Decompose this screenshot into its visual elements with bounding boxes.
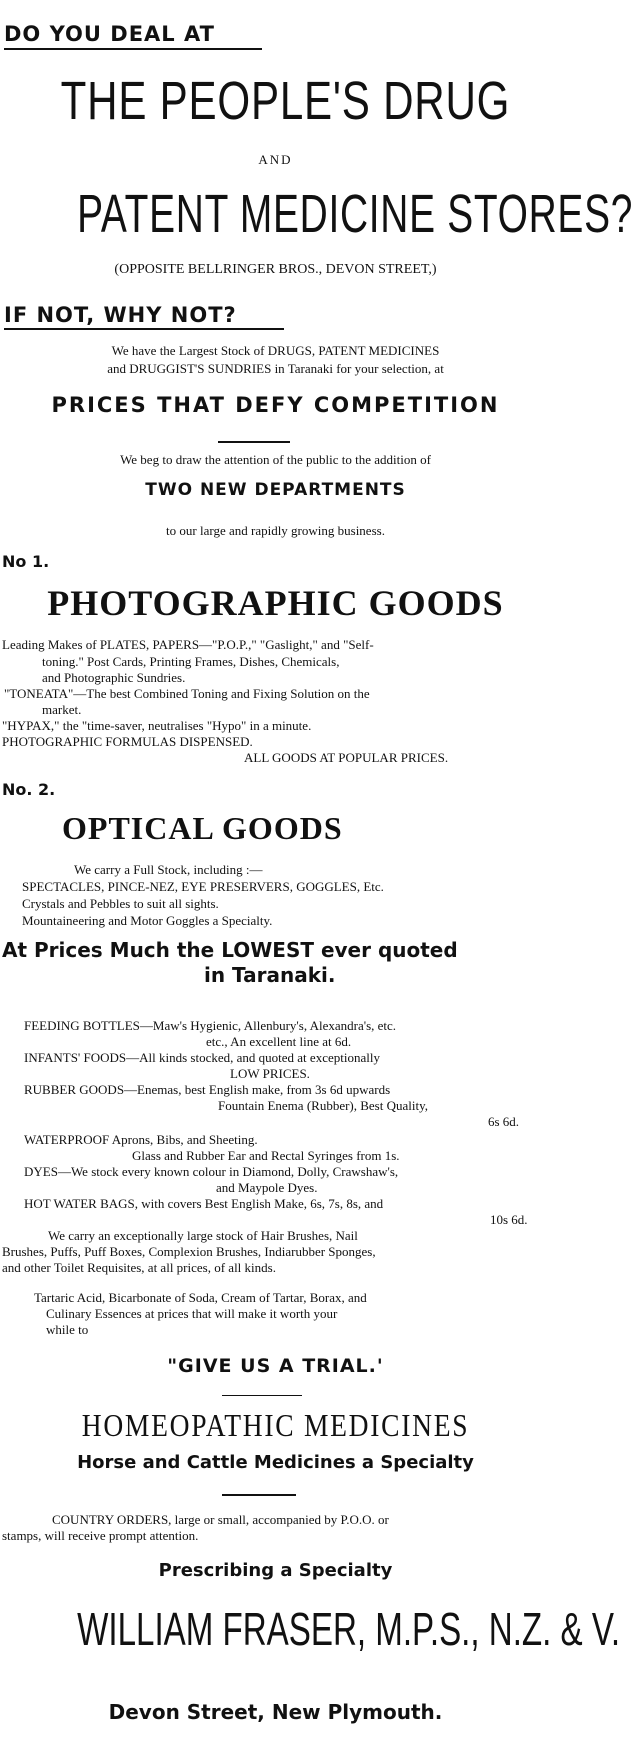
departments-line-2: to our large and rapidly growing business. — [166, 523, 385, 538]
if-not-heading: IF NOT, WHY NOT? — [4, 303, 237, 327]
opposite-line: (OPPOSITE BELLRINGER BROS., DEVON STREET,) — [114, 262, 437, 277]
item-line: Culinary Essences at prices that will make it worth your — [46, 1306, 338, 1321]
item-line: DYES—We stock every known colour in Diamond, Dolly, Crawshaw's, — [24, 1164, 399, 1179]
optical-line: We carry a Full Stock, including :— — [74, 862, 263, 877]
item-line: 10s 6d. — [490, 1212, 528, 1227]
proprietor-name: WILLIAM FRASER, M.P.S., N.Z. & V. — [77, 1603, 621, 1655]
prices-heading: PRICES THAT DEFY COMPETITION — [51, 393, 500, 417]
divider-2 — [222, 1395, 302, 1396]
item-line: and Maypole Dyes. — [216, 1180, 318, 1195]
optical-title: OPTICAL GOODS — [62, 810, 343, 846]
intro-line-1: We have the Largest Stock of DRUGS, PATENT MEDICINES — [111, 343, 440, 358]
item-line: LOW PRICES. — [230, 1066, 310, 1081]
store-name-2: PATENT MEDICINE STORES? — [77, 184, 633, 244]
departments-heading: TWO NEW DEPARTMENTS — [145, 480, 406, 500]
if-not-underline — [4, 328, 284, 330]
item-line: INFANTS' FOODS—All kinds stocked, and quoted at exceptionally — [24, 1050, 380, 1065]
departments-line-1: We beg to draw the attention of the public to the addition of — [120, 452, 431, 467]
item-line: Brushes, Puffs, Puff Boxes, Complexion Brushes, Indiarubber Sponges, — [2, 1244, 376, 1259]
optical-line: SPECTACLES, PINCE-NEZ, EYE PRESERVERS, GOGGLES, Etc. — [22, 879, 384, 894]
item-line: Fountain Enema (Rubber), Best Quality, — [218, 1098, 429, 1113]
intro-line-2: and DRUGGIST'S SUNDRIES in Taranaki for your selection, at — [107, 361, 444, 376]
item-line: etc., An excellent line at 6d. — [206, 1034, 352, 1049]
trial-heading: "GIVE US A TRIAL.' — [167, 1355, 384, 1377]
item-line: FEEDING BOTTLES—Maw's Hygienic, Allenbury's, Alexandra's, etc. — [24, 1018, 397, 1033]
photo-line: toning." Post Cards, Printing Frames, Dishes, Chemicals, — [42, 654, 340, 669]
item-line: Glass and Rubber Ear and Rectal Syringes from 1s. — [132, 1148, 400, 1163]
photo-line: and Photographic Sundries. — [42, 670, 186, 685]
photographic-title: PHOTOGRAPHIC GOODS — [47, 583, 504, 623]
prescribing-heading: Prescribing a Specialty — [158, 1560, 393, 1581]
cattle-heading: Horse and Cattle Medicines a Specialty — [77, 1452, 474, 1473]
divider-3 — [222, 1494, 296, 1496]
no-1: No 1. — [2, 552, 50, 571]
lowest-line-1: At Prices Much the LOWEST ever quoted — [2, 938, 458, 962]
item-line: and other Toilet Requisites, at all prices, of all kinds. — [2, 1260, 276, 1275]
photo-line: "HYPAX," the "time-saver, neutralises "Hypo" in a minute. — [2, 718, 312, 733]
and-text: AND — [258, 152, 293, 167]
deal-heading: DO YOU DEAL AT — [4, 22, 215, 46]
item-line: while to — [46, 1322, 89, 1337]
item-line: WATERPROOF Aprons, Bibs, and Sheeting. — [24, 1132, 258, 1147]
store-name: THE PEOPLE'S DRUG — [60, 71, 511, 131]
divider-1 — [218, 441, 290, 443]
item-line: HOT WATER BAGS, with covers Best English Make, 6s, 7s, 8s, and — [24, 1196, 384, 1211]
photo-line: ALL GOODS AT POPULAR PRICES. — [244, 750, 449, 765]
country-line-2: stamps, will receive prompt attention. — [2, 1528, 199, 1543]
country-line-1: COUNTRY ORDERS, large or small, accompanied by P.O.O. or — [52, 1512, 389, 1527]
photo-line: Leading Makes of PLATES, PAPERS—"P.O.P.," "Gaslight," and "Self- — [2, 637, 374, 652]
heading-underline — [4, 48, 262, 50]
lowest-line-2: in Taranaki. — [204, 963, 336, 987]
photo-line: PHOTOGRAPHIC FORMULAS DISPENSED. — [2, 734, 253, 749]
address-line: Devon Street, New Plymouth. — [108, 1700, 443, 1724]
photo-line: market. — [42, 702, 82, 717]
item-line: Tartaric Acid, Bicarbonate of Soda, Cream of Tartar, Borax, and — [34, 1290, 367, 1305]
item-line: RUBBER GOODS—Enemas, best English make, from 3s 6d upwards — [24, 1082, 391, 1097]
photo-line: "TONEATA"—The best Combined Toning and Fixing Solution on the — [4, 686, 370, 701]
optical-line: Crystals and Pebbles to suit all sights. — [22, 896, 219, 911]
item-line: We carry an exceptionally large stock of Hair Brushes, Nail — [48, 1228, 358, 1243]
item-line: 6s 6d. — [488, 1114, 520, 1129]
homeopathic-title: HOMEOPATHIC MEDICINES — [81, 1407, 470, 1443]
no-2: No. 2. — [2, 780, 56, 799]
optical-line: Mountaineering and Motor Goggles a Specialty. — [22, 913, 273, 928]
